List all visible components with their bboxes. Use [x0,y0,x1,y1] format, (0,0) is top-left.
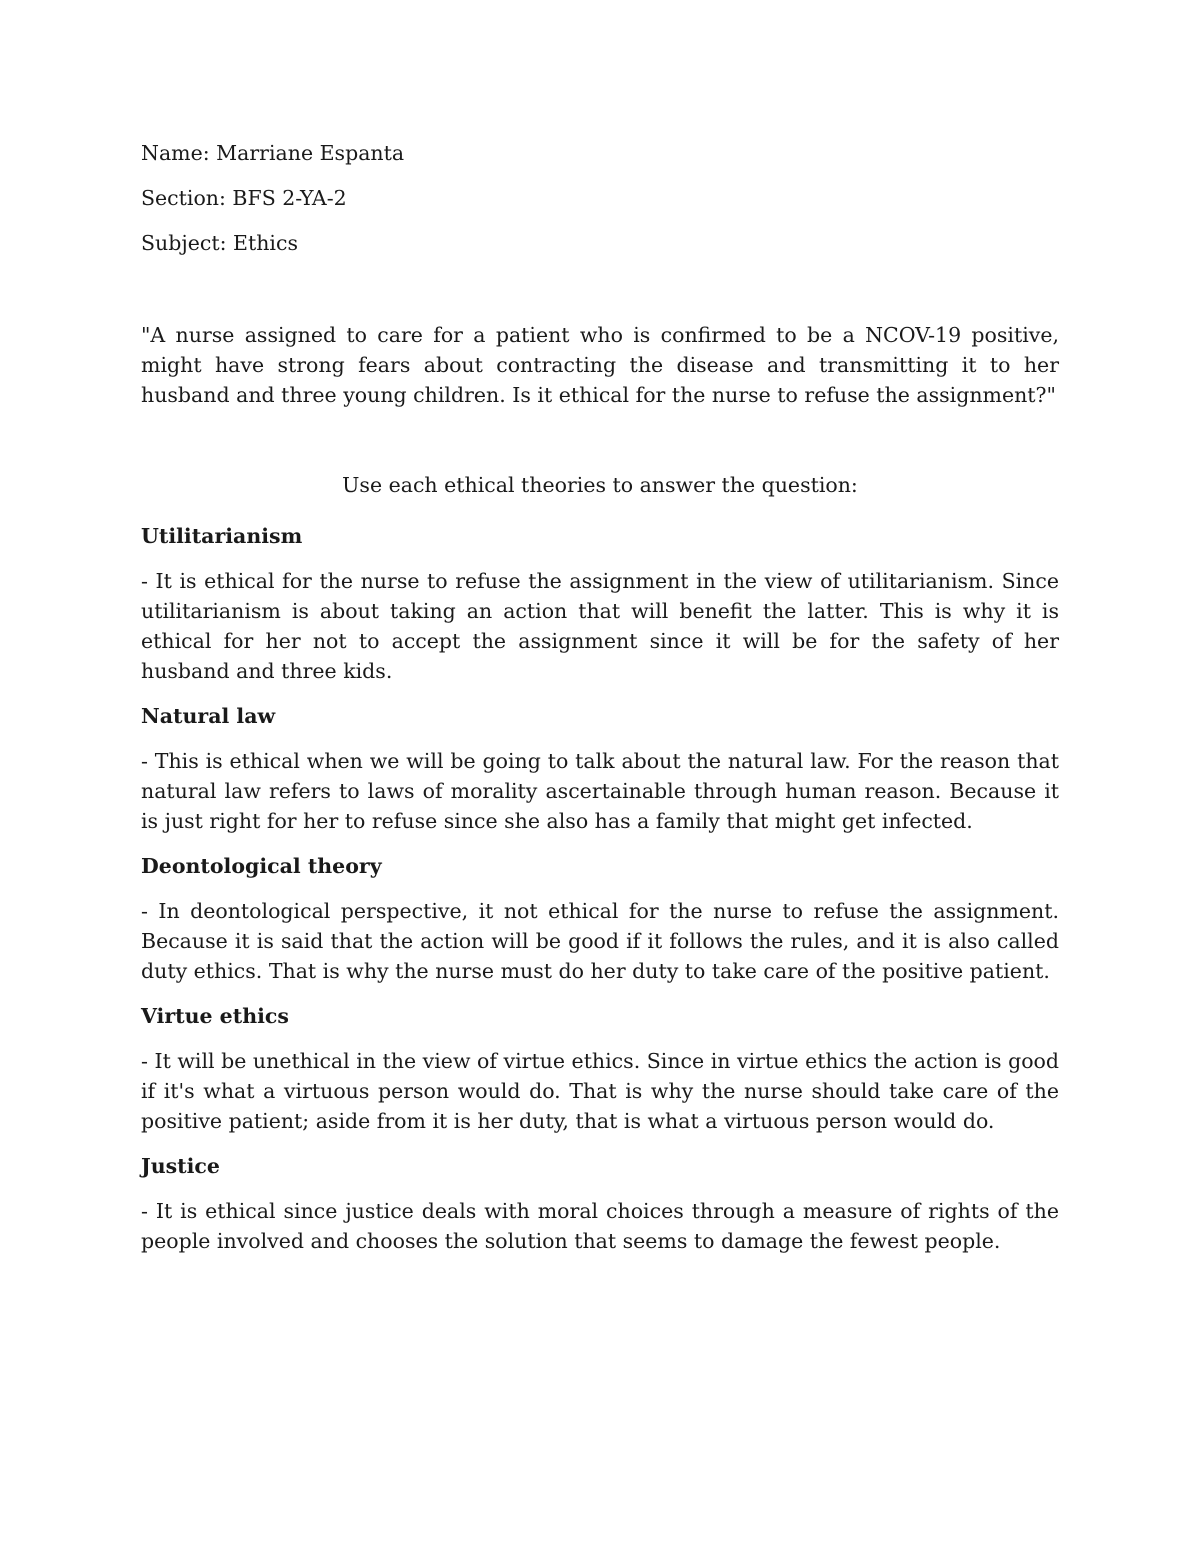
question-paragraph: "A nurse assigned to care for a patient who is confirmed to be a NCOV-19 positive, might have strong fears about contracting the disease and transmitting it to her husband and three young children. Is it ethical for the nurse to refuse the assignment?" [141,323,1059,407]
section-body: - In deontological perspective, it not ethical for the nurse to refuse the assignment. Because it is said that the action will be good if it follows the rules, and it is also called duty ethics. That is why the nurse must do her duty to take care of the positive patient. [141,898,1059,983]
section-heading: Deontological theory [141,853,382,878]
section-body: - It is ethical since justice deals with moral choices through a measure of rights of the people involved and chooses the solution that seems to damage the fewest people. [141,1198,1059,1253]
student-name: Name: Marriane Espanta [141,141,405,165]
section-heading: Natural law [141,703,276,728]
section-utilitarianism [141,521,1059,686]
section-body: - It is ethical for the nurse to refuse the assignment in the view of utilitarianism. Since utilitarianism is about taking an action that will benefit the latter. This is why it is ethical for her not to accept the assignment since it will be for the safety of her husband and three kids. [141,568,1059,683]
section-heading: Virtue ethics [141,1003,289,1028]
document-header [141,138,1059,258]
section-body: - This is ethical when we will be going to talk about the natural law. For the reason that natural law refers to laws of morality ascertainable through human reason. Because it is just right for her to refuse since she also has a family that might get infected. [141,748,1059,833]
section-heading: Utilitarianism [141,523,303,548]
document-page [141,138,1059,1256]
student-section: Section: BFS 2-YA-2 [141,186,347,210]
section-natural-law [141,701,1059,836]
subject: Subject: Ethics [141,231,298,255]
section-justice [141,1151,1059,1256]
section-deontological-theory [141,851,1059,986]
section-heading: Justice [141,1153,220,1178]
section-body: - It will be unethical in the view of virtue ethics. Since in virtue ethics the action is good if it's what a virtuous person would do. That is why the nurse should take care of the positive patient; aside from it is her duty, that is what a virtuous person would do. [141,1048,1059,1133]
instruction-line: Use each ethical theories to answer the question: [342,473,858,497]
section-virtue-ethics [141,1001,1059,1136]
